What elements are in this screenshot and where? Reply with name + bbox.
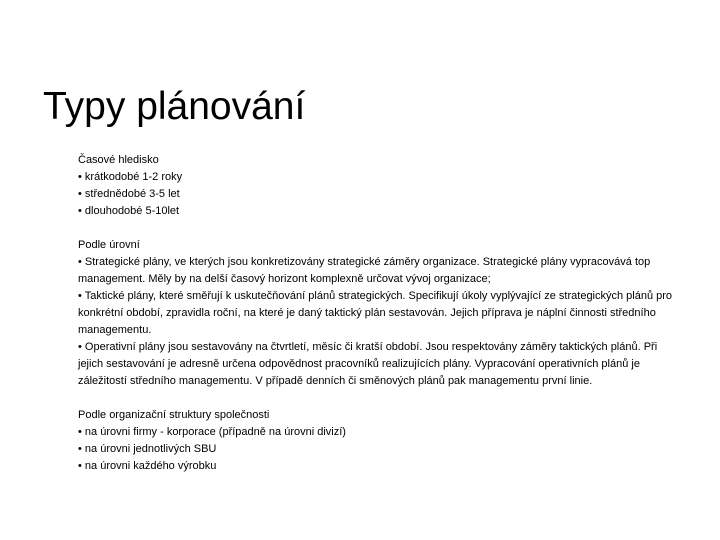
list-item: • dlouhodobé 5-10let	[78, 205, 180, 217]
section-heading: Časové hledisko	[78, 154, 159, 166]
list-item: • Taktické plány, které směřují k uskutečňování plánů strategických. Specifikují úkoly vyplývající ze strategických plánů pro konkrétní období, zpravidla roční, na které je daný taktický plán sestavován. Jejich příprava je náplní činnosti středního managementu.	[78, 290, 673, 336]
section-heading: Podle úrovní	[78, 239, 140, 251]
list-item: • střednědobé 3-5 let	[78, 188, 180, 200]
slide-title: Typy plánování	[43, 85, 306, 128]
list-item: • Operativní plány jsou sestavovány na čtvrtletí, měsíc či kratší období. Jsou respektovány záměry taktických plánů. Při jejich sestavování je adresně určena odpovědnost pracovníků realizujících plány. Vypracování operativních plánů je záležitostí středního managementu. V případě denních či směnových plánů pak managementu první linie.	[78, 341, 658, 387]
list-item: • Strategické plány, ve kterých jsou konkretizovány strategické záměry organizace. Strategické plány vypracovává top management. Měly by na delší časový horizont komplexně určovat vývoj organizace;	[78, 256, 651, 285]
slide-content	[78, 152, 678, 492]
list-item: • na úrovni jednotlivých SBU	[78, 443, 217, 455]
section-levels	[78, 237, 678, 390]
list-item: • na úrovni firmy - korporace (případně na úrovni divizí)	[78, 426, 346, 438]
list-item: • krátkodobé 1-2 roky	[78, 171, 183, 183]
section-heading: Podle organizační struktury společnosti	[78, 409, 270, 421]
section-time-horizon	[78, 152, 678, 220]
section-org-structure	[78, 407, 678, 475]
list-item: • na úrovni každého výrobku	[78, 460, 217, 472]
